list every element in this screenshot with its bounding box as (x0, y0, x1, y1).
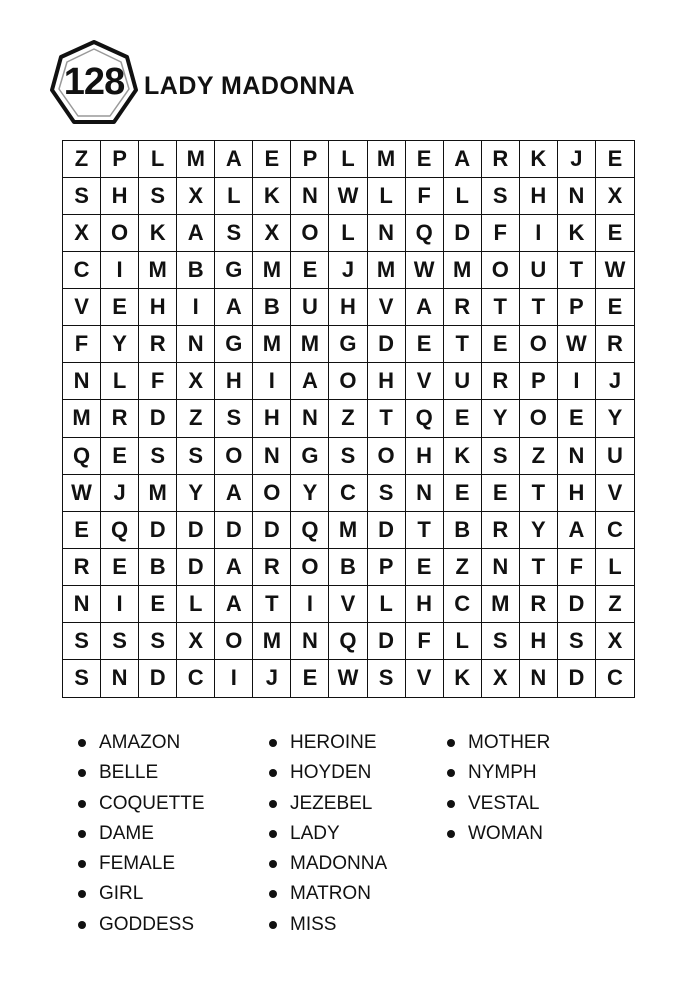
grid-cell-r3-c6[interactable]: E (291, 252, 329, 289)
grid-cell-r6-c5[interactable]: I (253, 363, 291, 400)
grid-cell-r1-c11[interactable]: S (482, 178, 520, 215)
grid-cell-r10-c10[interactable]: B (444, 512, 482, 549)
grid-cell-r4-c7[interactable]: H (329, 289, 367, 326)
grid-cell-r11-c1[interactable]: E (101, 549, 139, 586)
grid-cell-r8-c10[interactable]: K (444, 438, 482, 475)
grid-cell-r4-c3[interactable]: I (177, 289, 215, 326)
word-label: WOMAN (468, 822, 543, 844)
grid-cell-r5-c12[interactable]: O (520, 326, 558, 363)
grid-cell-r12-c6[interactable]: I (291, 586, 329, 623)
grid-cell-r9-c1[interactable]: J (101, 475, 139, 512)
grid-cell-r1-c13[interactable]: N (558, 178, 596, 215)
grid-cell-r9-c8[interactable]: S (368, 475, 406, 512)
grid-cell-r4-c4[interactable]: A (215, 289, 253, 326)
grid-cell-r5-c14[interactable]: R (596, 326, 634, 363)
grid-cell-r3-c13[interactable]: T (558, 252, 596, 289)
grid-cell-r2-c6[interactable]: O (291, 215, 329, 252)
grid-cell-r13-c6[interactable]: N (291, 623, 329, 660)
grid-cell-r13-c8[interactable]: D (368, 623, 406, 660)
grid-cell-r2-c0[interactable]: X (63, 215, 101, 252)
grid-cell-r1-c2[interactable]: S (139, 178, 177, 215)
grid-cell-r10-c11[interactable]: R (482, 512, 520, 549)
word-label: MISS (290, 913, 337, 935)
grid-cell-r9-c13[interactable]: H (558, 475, 596, 512)
grid-cell-r7-c6[interactable]: N (291, 400, 329, 437)
grid-cell-r8-c6[interactable]: G (291, 438, 329, 475)
bullet-icon (78, 890, 86, 898)
grid-cell-r14-c0[interactable]: S (63, 660, 101, 697)
grid-cell-r14-c3[interactable]: C (177, 660, 215, 697)
grid-cell-r7-c11[interactable]: Y (482, 400, 520, 437)
grid-cell-r6-c0[interactable]: N (63, 363, 101, 400)
grid-cell-r4-c6[interactable]: U (291, 289, 329, 326)
grid-cell-r10-c13[interactable]: A (558, 512, 596, 549)
grid-cell-r12-c4[interactable]: A (215, 586, 253, 623)
word-label: AMAZON (99, 732, 181, 753)
grid-cell-r2-c13[interactable]: K (558, 215, 596, 252)
grid-cell-r2-c2[interactable]: K (139, 215, 177, 252)
bullet-icon (78, 860, 86, 868)
grid-cell-r1-c5[interactable]: K (253, 178, 291, 215)
grid-cell-r7-c10[interactable]: E (444, 400, 482, 437)
grid-cell-r13-c2[interactable]: S (139, 623, 177, 660)
grid-cell-r5-c9[interactable]: E (406, 326, 444, 363)
grid-cell-r7-c7[interactable]: Z (329, 400, 367, 437)
grid-cell-r3-c11[interactable]: O (482, 252, 520, 289)
bullet-icon (447, 739, 455, 747)
grid-cell-r13-c0[interactable]: S (63, 623, 101, 660)
grid-cell-r11-c10[interactable]: Z (444, 549, 482, 586)
word-label: COQUETTE (99, 792, 205, 814)
grid-cell-r3-c8[interactable]: M (368, 252, 406, 289)
grid-cell-r8-c5[interactable]: N (253, 438, 291, 475)
grid-cell-r12-c8[interactable]: L (368, 586, 406, 623)
grid-cell-r12-c3[interactable]: L (177, 586, 215, 623)
grid-cell-r12-c9[interactable]: H (406, 586, 444, 623)
grid-cell-r0-c9[interactable]: E (406, 141, 444, 178)
grid-cell-r10-c7[interactable]: M (329, 512, 367, 549)
bullet-icon (269, 800, 277, 808)
grid-cell-r5-c10[interactable]: T (444, 326, 482, 363)
grid-cell-r6-c6[interactable]: A (291, 363, 329, 400)
grid-cell-r11-c5[interactable]: R (253, 549, 291, 586)
grid-cell-r5-c11[interactable]: E (482, 326, 520, 363)
grid-cell-r8-c9[interactable]: H (406, 438, 444, 475)
grid-cell-r6-c12[interactable]: P (520, 363, 558, 400)
bullet-icon (447, 800, 455, 808)
bullet-icon (269, 921, 277, 929)
grid-cell-r11-c14[interactable]: L (596, 549, 634, 586)
grid-cell-r5-c13[interactable]: W (558, 326, 596, 363)
grid-cell-r8-c12[interactable]: Z (520, 438, 558, 475)
grid-cell-r14-c1[interactable]: N (101, 660, 139, 697)
grid-cell-r11-c12[interactable]: T (520, 549, 558, 586)
grid-cell-r12-c7[interactable]: V (329, 586, 367, 623)
grid-cell-r0-c11[interactable]: R (482, 141, 520, 178)
grid-cell-r9-c12[interactable]: T (520, 475, 558, 512)
grid-cell-r10-c1[interactable]: Q (101, 512, 139, 549)
grid-cell-r11-c3[interactable]: D (177, 549, 215, 586)
grid-cell-r5-c4[interactable]: G (215, 326, 253, 363)
grid-cell-r6-c10[interactable]: U (444, 363, 482, 400)
grid-cell-r5-c8[interactable]: D (368, 326, 406, 363)
grid-cell-r4-c12[interactable]: T (520, 289, 558, 326)
grid-cell-r10-c0[interactable]: E (63, 512, 101, 549)
grid-cell-r6-c14[interactable]: J (596, 363, 634, 400)
grid-cell-r13-c7[interactable]: Q (329, 623, 367, 660)
grid-cell-r8-c4[interactable]: O (215, 438, 253, 475)
grid-cell-r8-c0[interactable]: Q (63, 438, 101, 475)
bullet-icon (269, 890, 277, 898)
grid-cell-r11-c9[interactable]: E (406, 549, 444, 586)
grid-cell-r2-c9[interactable]: Q (406, 215, 444, 252)
grid-cell-r4-c13[interactable]: P (558, 289, 596, 326)
grid-cell-r11-c0[interactable]: R (63, 549, 101, 586)
grid-cell-r3-c4[interactable]: G (215, 252, 253, 289)
grid-cell-r1-c9[interactable]: F (406, 178, 444, 215)
grid-cell-r3-c1[interactable]: I (101, 252, 139, 289)
grid-cell-r7-c4[interactable]: S (215, 400, 253, 437)
grid-cell-r7-c13[interactable]: E (558, 400, 596, 437)
grid-cell-r4-c0[interactable]: V (63, 289, 101, 326)
grid-cell-r0-c12[interactable]: K (520, 141, 558, 178)
grid-cell-r9-c6[interactable]: Y (291, 475, 329, 512)
grid-cell-r13-c3[interactable]: X (177, 623, 215, 660)
grid-cell-r3-c2[interactable]: M (139, 252, 177, 289)
grid-cell-r13-c11[interactable]: S (482, 623, 520, 660)
grid-cell-r10-c6[interactable]: Q (291, 512, 329, 549)
grid-cell-r12-c1[interactable]: I (101, 586, 139, 623)
grid-cell-r8-c11[interactable]: S (482, 438, 520, 475)
grid-cell-r12-c0[interactable]: N (63, 586, 101, 623)
grid-cell-r4-c14[interactable]: E (596, 289, 634, 326)
grid-cell-r5-c6[interactable]: M (291, 326, 329, 363)
word-label: HEROINE (290, 732, 377, 753)
grid-cell-r2-c8[interactable]: N (368, 215, 406, 252)
grid-cell-r2-c11[interactable]: F (482, 215, 520, 252)
grid-cell-r5-c0[interactable]: F (63, 326, 101, 363)
grid-cell-r8-c7[interactable]: S (329, 438, 367, 475)
grid-cell-r12-c10[interactable]: C (444, 586, 482, 623)
grid-cell-r4-c9[interactable]: A (406, 289, 444, 326)
bullet-icon (269, 830, 277, 838)
grid-cell-r13-c13[interactable]: S (558, 623, 596, 660)
grid-cell-r6-c7[interactable]: O (329, 363, 367, 400)
grid-cell-r12-c13[interactable]: D (558, 586, 596, 623)
grid-cell-r13-c12[interactable]: H (520, 623, 558, 660)
grid-cell-r7-c1[interactable]: R (101, 400, 139, 437)
puzzle-number: 128 (63, 61, 125, 103)
grid-cell-r10-c4[interactable]: D (215, 512, 253, 549)
grid-cell-r2-c4[interactable]: S (215, 215, 253, 252)
word-label: HOYDEN (290, 762, 372, 784)
grid-cell-r0-c3[interactable]: M (177, 141, 215, 178)
bullet-icon (269, 860, 277, 868)
grid-cell-r14-c4[interactable]: I (215, 660, 253, 697)
grid-cell-r12-c2[interactable]: E (139, 586, 177, 623)
grid-cell-r3-c10[interactable]: M (444, 252, 482, 289)
grid-cell-r12-c14[interactable]: Z (596, 586, 634, 623)
grid-cell-r4-c5[interactable]: B (253, 289, 291, 326)
grid-cell-r11-c4[interactable]: A (215, 549, 253, 586)
grid-cell-r12-c5[interactable]: T (253, 586, 291, 623)
grid-cell-r1-c1[interactable]: H (101, 178, 139, 215)
word-label: VESTAL (468, 792, 540, 814)
grid-cell-r9-c7[interactable]: C (329, 475, 367, 512)
grid-cell-r5-c5[interactable]: M (253, 326, 291, 363)
word-label: MATRON (290, 883, 371, 905)
grid-cell-r6-c11[interactable]: R (482, 363, 520, 400)
grid-cell-r3-c3[interactable]: B (177, 252, 215, 289)
word-label: FEMALE (99, 853, 176, 875)
grid-cell-r4-c2[interactable]: H (139, 289, 177, 326)
grid-cell-r12-c11[interactable]: M (482, 586, 520, 623)
bullet-icon (78, 830, 86, 838)
grid-cell-r3-c5[interactable]: M (253, 252, 291, 289)
grid-cell-r7-c5[interactable]: H (253, 400, 291, 437)
grid-cell-r11-c2[interactable]: B (139, 549, 177, 586)
grid-cell-r0-c1[interactable]: P (101, 141, 139, 178)
grid-cell-r0-c2[interactable]: L (139, 141, 177, 178)
grid-cell-r7-c0[interactable]: M (63, 400, 101, 437)
grid-cell-r7-c3[interactable]: Z (177, 400, 215, 437)
grid-cell-r1-c14[interactable]: X (596, 178, 634, 215)
grid-cell-r0-c13[interactable]: J (558, 141, 596, 178)
grid-cell-r14-c9[interactable]: V (406, 660, 444, 697)
grid-cell-r14-c14[interactable]: C (607, 665, 623, 691)
grid-cell-r7-c9[interactable]: Q (406, 400, 444, 437)
grid-cell-r6-c9[interactable]: V (406, 363, 444, 400)
grid-cell-r4-c8[interactable]: V (368, 289, 406, 326)
grid-cell-r0-c7[interactable]: L (329, 141, 367, 178)
grid-cell-r0-c10[interactable]: A (444, 141, 482, 178)
grid-cell-r14-c10[interactable]: K (444, 660, 482, 697)
grid-cell-r8-c14[interactable]: U (596, 438, 634, 475)
bullet-icon (447, 830, 455, 838)
grid-cell-r2-c10[interactable]: D (444, 215, 482, 252)
grid-cell-r11-c8[interactable]: P (368, 549, 406, 586)
grid-cell-r8-c3[interactable]: S (177, 438, 215, 475)
grid-cell-r11-c7[interactable]: B (329, 549, 367, 586)
grid-cell-r0-c5[interactable]: E (253, 141, 291, 178)
word-label: DAME (99, 822, 154, 844)
grid-cell-r10-c2[interactable]: D (139, 512, 177, 549)
bullet-icon (269, 739, 277, 747)
grid-cell-r10-c5[interactable]: D (253, 512, 291, 549)
grid-cell-r1-c7[interactable]: W (329, 178, 367, 215)
grid-cell-r7-c14[interactable]: Y (596, 400, 634, 437)
grid-cell-r2-c5[interactable]: X (253, 215, 291, 252)
grid-cell-r13-c1[interactable]: S (101, 623, 139, 660)
grid-cell-r11-c13[interactable]: F (558, 549, 596, 586)
puzzle-number-badge (48, 38, 140, 130)
grid-cell-r5-c1[interactable]: Y (101, 326, 139, 363)
grid-cell-r6-c1[interactable]: L (101, 363, 139, 400)
grid-cell-r7-c12[interactable]: O (520, 400, 558, 437)
grid-cell-r11-c6[interactable]: O (291, 549, 329, 586)
grid-cell-r5-c3[interactable]: N (177, 326, 215, 363)
grid-cell-r5-c7[interactable]: G (329, 326, 367, 363)
grid-cell-r12-c12[interactable]: R (520, 586, 558, 623)
grid-cell-r4-c11[interactable]: T (482, 289, 520, 326)
grid-cell-r1-c8[interactable]: L (368, 178, 406, 215)
grid-cell-r1-c12[interactable]: H (520, 178, 558, 215)
word-label: GIRL (99, 883, 144, 905)
grid-cell-r9-c9[interactable]: N (406, 475, 444, 512)
bullet-icon (78, 800, 86, 808)
grid-cell-r14-c6[interactable]: E (291, 660, 329, 697)
grid-cell-r14-c13[interactable]: D (558, 660, 596, 697)
grid-cell-r8-c2[interactable]: S (139, 438, 177, 475)
grid-cell-r10-c9[interactable]: T (406, 512, 444, 549)
grid-cell-r6-c2[interactable]: F (139, 363, 177, 400)
grid-cell-r0-c8[interactable]: M (368, 141, 406, 178)
grid-cell-r13-c10[interactable]: L (444, 623, 482, 660)
puzzle-header (48, 38, 648, 130)
grid-cell-r0-c6[interactable]: P (291, 141, 329, 178)
grid-cell-r4-c10[interactable]: R (444, 289, 482, 326)
grid-cell-r11-c11[interactable]: N (482, 549, 520, 586)
grid-cell-r14-c12[interactable]: N (520, 660, 558, 697)
grid-cell-r2-c12[interactable]: I (520, 215, 558, 252)
grid-cell-r8-c1[interactable]: E (101, 438, 139, 475)
grid-cell-r7-c2[interactable]: D (139, 400, 177, 437)
grid-cell-r5-c2[interactable]: R (139, 326, 177, 363)
grid-cell-r7-c8[interactable]: T (368, 400, 406, 437)
grid-cell-r9-c4[interactable]: A (215, 475, 253, 512)
word-label: NYMPH (468, 762, 537, 784)
grid-cell-r13-c4[interactable]: O (215, 623, 253, 660)
puzzle-title: LADY MADONNA (144, 72, 356, 100)
bullet-icon (269, 769, 277, 777)
grid-cell-r13-c14[interactable]: X (596, 623, 634, 660)
grid-cell-r9-c3[interactable]: Y (177, 475, 215, 512)
grid-cell-r10-c3[interactable]: D (177, 512, 215, 549)
grid-cell-r2-c7[interactable]: L (329, 215, 367, 252)
grid-cell-r14-c2[interactable]: D (139, 660, 177, 697)
grid-cell-r3-c14[interactable]: W (596, 252, 634, 289)
grid-cell-r10-c12[interactable]: Y (520, 512, 558, 549)
grid-cell-r13-c5[interactable]: M (253, 623, 291, 660)
word-label: MOTHER (468, 732, 551, 753)
grid-cell-r14-c8[interactable]: S (368, 660, 406, 697)
word-label: GODDESS (99, 913, 195, 935)
grid-cell-r10-c14[interactable]: C (596, 512, 634, 549)
grid-cell-r4-c1[interactable]: E (101, 289, 139, 326)
grid-cell-r1-c3[interactable]: X (177, 178, 215, 215)
word-label: MADONNA (290, 853, 388, 875)
grid-cell-r0-c4[interactable]: A (215, 141, 253, 178)
bullet-icon (78, 739, 86, 747)
grid-cell-r9-c10[interactable]: E (444, 475, 482, 512)
grid-cell-r9-c11[interactable]: E (482, 475, 520, 512)
bullet-icon (78, 769, 86, 777)
bullet-icon (78, 921, 86, 929)
grid-cell-r1-c4[interactable]: L (215, 178, 253, 215)
grid-cell-r14-c11[interactable]: X (482, 660, 520, 697)
grid-cell-r1-c6[interactable]: N (291, 178, 329, 215)
grid-cell-r9-c2[interactable]: M (139, 475, 177, 512)
grid-cell-r9-c0[interactable]: W (63, 475, 101, 512)
grid-cell-r1-c0[interactable]: S (63, 178, 101, 215)
word-search-grid[interactable] (62, 140, 635, 698)
grid-cell-r3-c0[interactable]: C (63, 252, 101, 289)
grid-cell-r6-c4[interactable]: H (215, 363, 253, 400)
grid-cell-r0-c0[interactable]: Z (63, 141, 101, 178)
grid-cell-r13-c9[interactable]: F (406, 623, 444, 660)
grid-cell-r8-c13[interactable]: N (558, 438, 596, 475)
grid-cell-r14-c5[interactable]: J (253, 660, 291, 697)
word-label: BELLE (99, 762, 159, 784)
grid-cell-r9-c5[interactable]: O (253, 475, 291, 512)
grid-cell-r3-c12[interactable]: U (520, 252, 558, 289)
grid-cell-r2-c14[interactable]: E (596, 215, 634, 252)
grid-cell-r6-c3[interactable]: X (177, 363, 215, 400)
grid-cell-r9-c14[interactable]: V (596, 475, 634, 512)
grid-cell-r6-c13[interactable]: I (558, 363, 596, 400)
grid-cell-r2-c1[interactable]: O (101, 215, 139, 252)
grid-cell-r3-c9[interactable]: W (406, 252, 444, 289)
grid-cell-r2-c3[interactable]: A (177, 215, 215, 252)
word-label: JEZEBEL (290, 792, 373, 814)
grid-cell-r1-c10[interactable]: L (444, 178, 482, 215)
word-label: LADY (290, 822, 340, 844)
grid-cell-r8-c8[interactable]: O (368, 438, 406, 475)
grid-cell-r10-c8[interactable]: D (368, 512, 406, 549)
grid-cell-r6-c8[interactable]: H (368, 363, 406, 400)
bullet-icon (447, 769, 455, 777)
grid-cell-r14-c7[interactable]: W (329, 660, 367, 697)
grid-cell-r0-c14[interactable]: E (596, 141, 634, 178)
grid-cell-r3-c7[interactable]: J (329, 252, 367, 289)
